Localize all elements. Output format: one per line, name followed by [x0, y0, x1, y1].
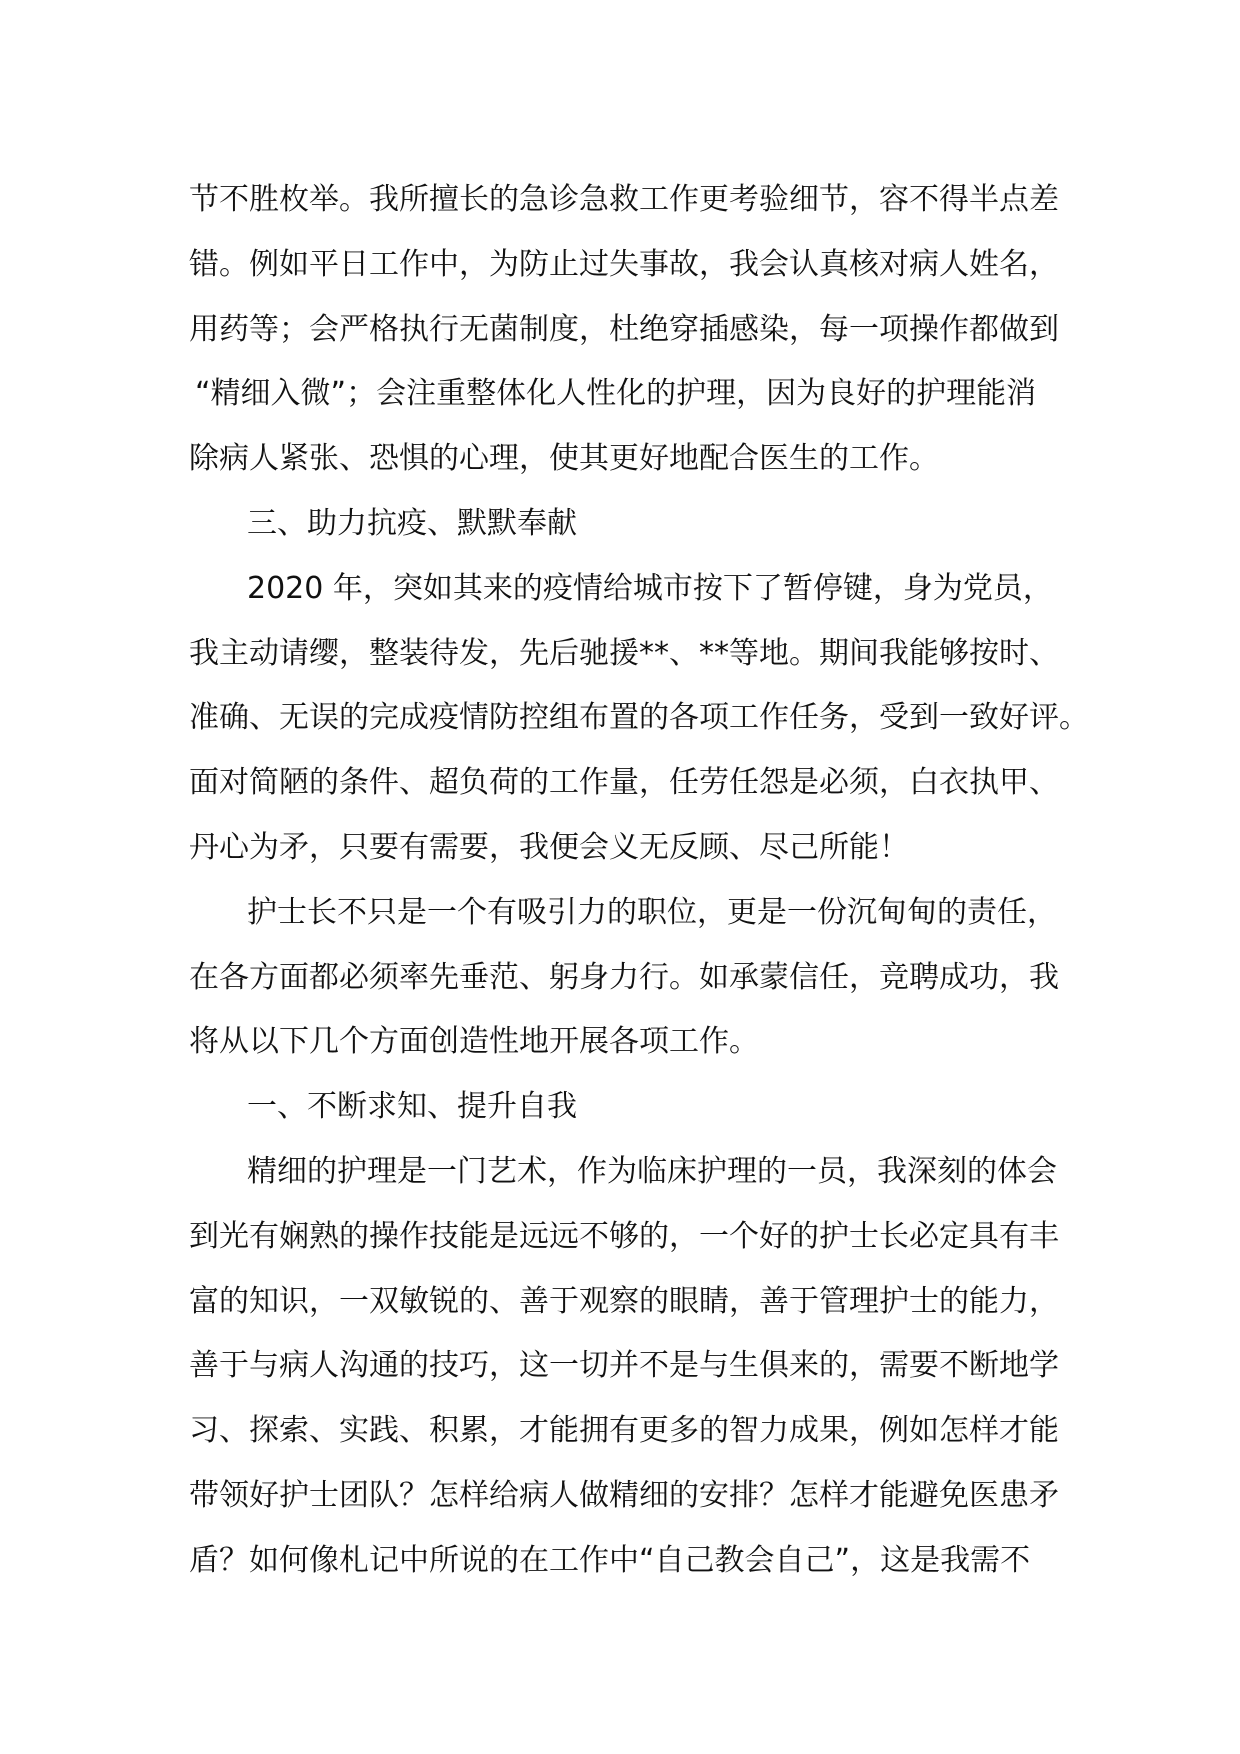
paragraph-start: 精细的护理是一门艺术，作为临床护理的一员，我深刻的体会	[247, 1153, 1057, 1189]
text-line: 善于与病人沟通的技巧，这一切并不是与生俱来的，需要不断地学	[189, 1348, 1059, 1384]
text-line: 我主动请缨，整装待发，先后驰援**、**等地。期间我能够按时、	[189, 635, 1059, 671]
text-line: 将从以下几个方面创造性地开展各项工作。	[189, 1024, 759, 1060]
paragraph-start: 2020 年，突如其来的疫情给城市按下了暂停键，身为党员，	[247, 570, 1053, 606]
text-line: 富的知识，一双敏锐的、善于观察的眼睛，善于管理护士的能力，	[189, 1283, 1059, 1319]
text-line: 准确、无误的完成疫情防控组布置的各项工作任务，受到一致好评。	[189, 700, 1089, 736]
text-line: 习、探索、实践、积累，才能拥有更多的智力成果，例如怎样才能	[189, 1413, 1059, 1449]
paragraph-start: 护士长不只是一个有吸引力的职位，更是一份沉甸甸的责任，	[247, 894, 1057, 930]
text-line: 错。例如平日工作中，为防止过失事故，我会认真核对病人姓名，	[189, 246, 1059, 282]
text-line: 盾？如何像札记中所说的在工作中“自己教会自己”，这是我需不	[189, 1542, 1031, 1578]
text-line: 面对简陋的条件、超负荷的工作量，任劳任怨是必须，白衣执甲、	[189, 765, 1059, 801]
text-line: 丹心为矛，只要有需要，我便会义无反顾、尽己所能！	[189, 829, 909, 865]
text-line: “精细入微”；会注重整体化人性化的护理，因为良好的护理能消	[195, 376, 1037, 412]
text-line: 到光有娴熟的操作技能是远远不够的，一个好的护士长必定具有丰	[189, 1218, 1059, 1254]
section-heading: 一、不断求知、提升自我	[247, 1089, 577, 1125]
text-line: 除病人紧张、恐惧的心理，使其更好地配合医生的工作。	[189, 441, 939, 477]
text-line: 用药等；会严格执行无菌制度，杜绝穿插感染，每一项操作都做到	[189, 311, 1059, 347]
text-line: 在各方面都必须率先垂范、躬身力行。如承蒙信任，竞聘成功，我	[189, 959, 1059, 995]
text-line: 带领好护士团队？怎样给病人做精细的安排？怎样才能避免医患矛	[189, 1477, 1059, 1513]
text-line: 节不胜枚举。我所擅长的急诊急救工作更考验细节，容不得半点差	[189, 182, 1059, 217]
document-body	[189, 168, 1089, 1594]
section-heading: 三、助力抗疫、默默奉献	[247, 505, 577, 541]
